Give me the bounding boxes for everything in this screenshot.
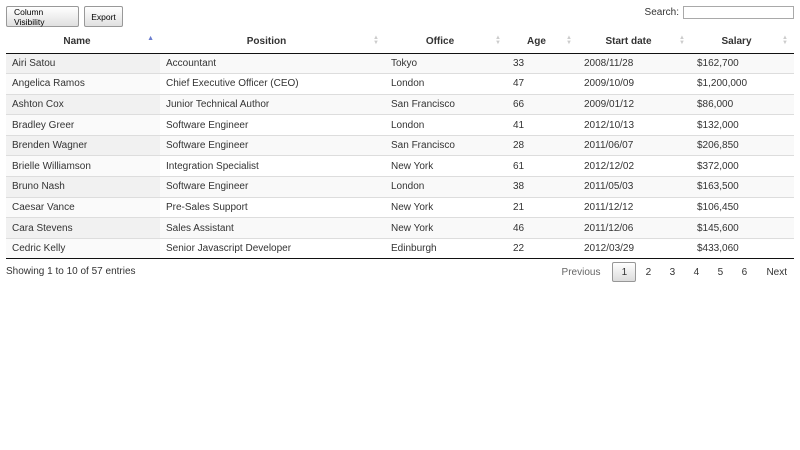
table-row[interactable] — [6, 218, 794, 239]
column-header-label: Position — [246, 36, 287, 48]
cell-office: San Francisco — [385, 135, 507, 156]
column-header-name[interactable] — [6, 31, 160, 53]
cell-office: San Francisco — [385, 94, 507, 115]
table-row[interactable] — [6, 115, 794, 136]
cell-position: Sales Assistant — [160, 218, 385, 239]
cell-start: 2011/05/03 — [578, 177, 691, 198]
cell-start: 2012/10/13 — [578, 115, 691, 136]
column-header-start-date[interactable] — [578, 31, 691, 53]
column-header-label: Office — [425, 36, 455, 48]
search-label: Search: — [644, 7, 679, 18]
table-row[interactable] — [6, 94, 794, 115]
cell-office: New York — [385, 156, 507, 177]
cell-age: 66 — [507, 94, 578, 115]
column-header-salary[interactable] — [691, 31, 794, 53]
cell-position: Software Engineer — [160, 135, 385, 156]
sort-both-icon: ▲ ▼ — [373, 35, 379, 46]
cell-name: Brielle Williamson — [6, 156, 160, 177]
cell-position: Senior Javascript Developer — [160, 238, 385, 259]
sort-both-icon: ▲ ▼ — [679, 35, 685, 46]
next-page-button[interactable]: Next — [766, 266, 787, 278]
cell-name: Bradley Greer — [6, 115, 160, 136]
cell-position: Chief Executive Officer (CEO) — [160, 74, 385, 95]
cell-age: 21 — [507, 197, 578, 218]
cell-name: Caesar Vance — [6, 197, 160, 218]
column-header-office[interactable] — [385, 31, 507, 53]
cell-salary: $433,060 — [691, 238, 794, 259]
table-row[interactable] — [6, 135, 794, 156]
cell-office: New York — [385, 218, 507, 239]
cell-age: 61 — [507, 156, 578, 177]
table-row[interactable] — [6, 74, 794, 95]
column-header-position[interactable] — [160, 31, 385, 53]
cell-salary: $162,700 — [691, 53, 794, 74]
search-box — [645, 6, 794, 19]
cell-age: 22 — [507, 238, 578, 259]
cell-office: London — [385, 177, 507, 198]
cell-position: Integration Specialist — [160, 156, 385, 177]
data-table — [6, 31, 794, 259]
cell-age: 33 — [507, 53, 578, 74]
cell-start: 2008/11/28 — [578, 53, 691, 74]
cell-office: Tokyo — [385, 53, 507, 74]
sort-ascending-icon: ▲ — [147, 35, 154, 42]
column-header-label: Age — [527, 36, 546, 48]
cell-office: New York — [385, 197, 507, 218]
page-button-1[interactable]: 1 — [612, 262, 636, 282]
cell-position: Software Engineer — [160, 177, 385, 198]
cell-office: London — [385, 115, 507, 136]
column-header-age[interactable] — [507, 31, 578, 53]
column-header-label: Name — [63, 36, 91, 48]
cell-salary: $145,600 — [691, 218, 794, 239]
cell-salary: $372,000 — [691, 156, 794, 177]
table-body — [6, 53, 794, 259]
cell-name: Angelica Ramos — [6, 74, 160, 95]
table-row[interactable] — [6, 238, 794, 259]
cell-name: Cedric Kelly — [6, 238, 160, 259]
column-header-label: Start date — [605, 36, 652, 48]
pagination — [555, 262, 794, 282]
cell-name: Bruno Nash — [6, 177, 160, 198]
page-button-3[interactable]: 3 — [669, 266, 676, 278]
search-input[interactable] — [683, 6, 794, 19]
table-row[interactable] — [6, 177, 794, 198]
cell-age: 47 — [507, 74, 578, 95]
table-toolbar — [6, 6, 123, 27]
column-header-label: Salary — [721, 36, 752, 48]
cell-position: Pre-Sales Support — [160, 197, 385, 218]
table-info: Showing 1 to 10 of 57 entries — [6, 266, 136, 277]
cell-name: Brenden Wagner — [6, 135, 160, 156]
cell-start: 2009/01/12 — [578, 94, 691, 115]
cell-salary: $163,500 — [691, 177, 794, 198]
page-number-list — [612, 262, 756, 282]
cell-start: 2012/03/29 — [578, 238, 691, 259]
sort-both-icon: ▲ ▼ — [566, 35, 572, 46]
sort-both-icon: ▲ ▼ — [782, 35, 788, 46]
cell-position: Junior Technical Author — [160, 94, 385, 115]
page-button-4[interactable]: 4 — [693, 266, 700, 278]
cell-start: 2011/12/06 — [578, 218, 691, 239]
cell-salary: $132,000 — [691, 115, 794, 136]
previous-page-button[interactable]: Previous — [561, 266, 601, 278]
export-button[interactable]: Export — [84, 6, 123, 27]
table-row[interactable] — [6, 197, 794, 218]
cell-age: 28 — [507, 135, 578, 156]
table-header-row — [6, 31, 794, 53]
table-row[interactable] — [6, 53, 794, 74]
table-row[interactable] — [6, 156, 794, 177]
cell-name: Cara Stevens — [6, 218, 160, 239]
cell-name: Ashton Cox — [6, 94, 160, 115]
sort-both-icon: ▲ ▼ — [495, 35, 501, 46]
cell-salary: $206,850 — [691, 135, 794, 156]
cell-office: London — [385, 74, 507, 95]
cell-position: Accountant — [160, 53, 385, 74]
cell-age: 41 — [507, 115, 578, 136]
cell-salary: $106,450 — [691, 197, 794, 218]
cell-start: 2011/06/07 — [578, 135, 691, 156]
cell-name: Airi Satou — [6, 53, 160, 74]
column-visibility-button[interactable]: Column Visibility — [6, 6, 79, 27]
cell-start: 2011/12/12 — [578, 197, 691, 218]
cell-start: 2009/10/09 — [578, 74, 691, 95]
page-button-6[interactable]: 6 — [741, 266, 748, 278]
cell-age: 38 — [507, 177, 578, 198]
cell-salary: $1,200,000 — [691, 74, 794, 95]
cell-office: Edinburgh — [385, 238, 507, 259]
page-button-5[interactable]: 5 — [717, 266, 724, 278]
cell-start: 2012/12/02 — [578, 156, 691, 177]
cell-position: Software Engineer — [160, 115, 385, 136]
cell-salary: $86,000 — [691, 94, 794, 115]
cell-age: 46 — [507, 218, 578, 239]
page-button-2[interactable]: 2 — [645, 266, 652, 278]
